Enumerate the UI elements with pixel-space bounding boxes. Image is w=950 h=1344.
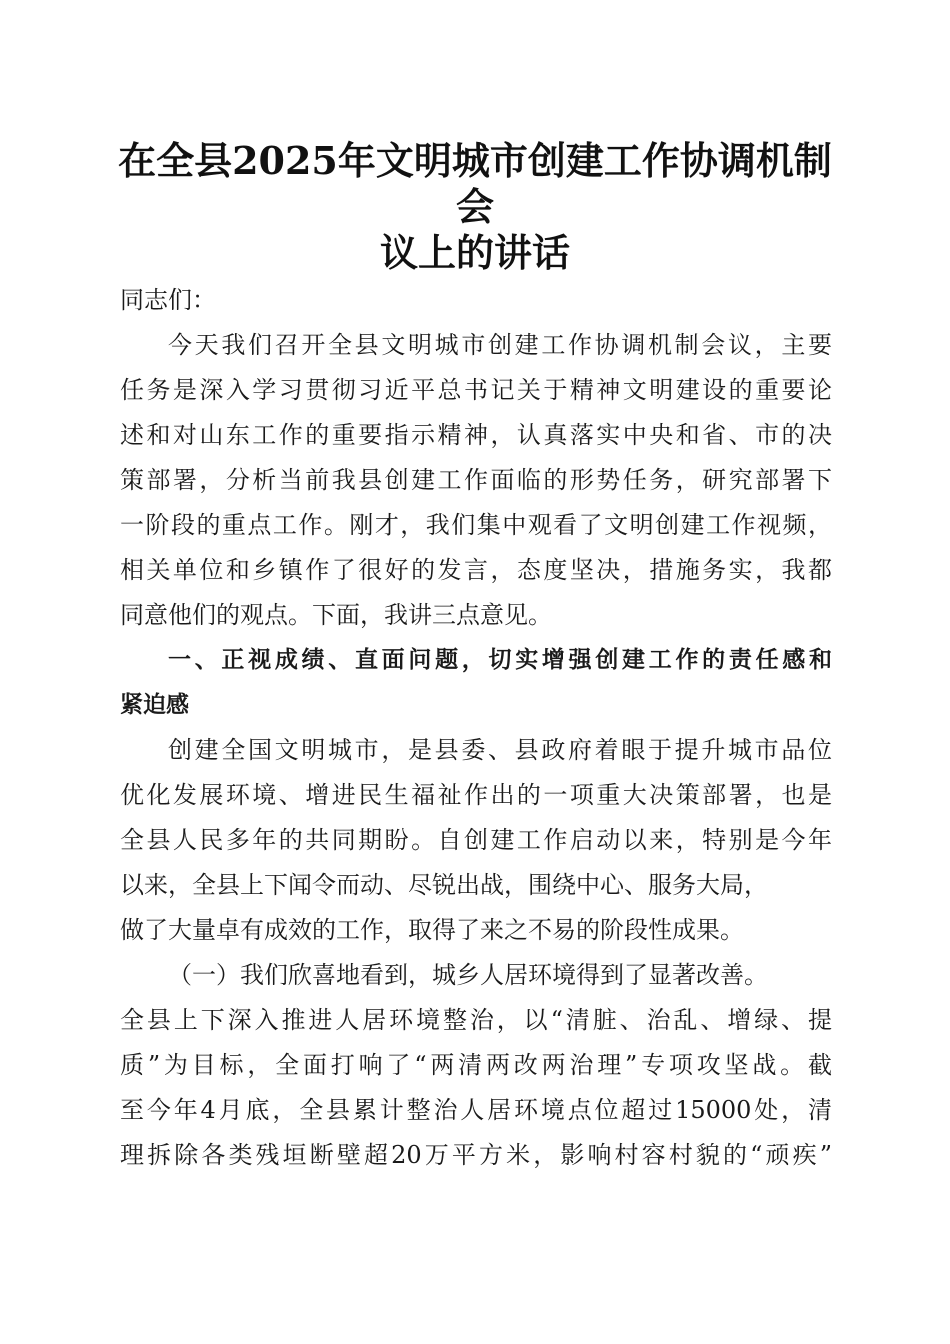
- paragraph-line: 理拆除各类残垣断壁超20万平方米，影响村容村貌的“顽疾”: [120, 1141, 832, 1169]
- paragraph-line: 全县上下深入推进人居环境整治，以“清脏、治乱、增绿、提: [120, 1006, 832, 1034]
- paragraph-line: 今天我们召开全县文明城市创建工作协调机制会议，主要: [168, 331, 832, 359]
- paragraph-line: 述和对山东工作的重要指示精神，认真落实中央和省、市的决: [120, 421, 832, 449]
- salutation: 同志们：: [120, 286, 216, 314]
- title-line-2: 议上的讲话: [379, 230, 570, 275]
- paragraph-line: 至今年4月底，全县累计整治人居环境点位超过15000处，清: [120, 1096, 832, 1124]
- document-title: [100, 138, 850, 276]
- paragraph-line: 同意他们的观点。下面，我讲三点意见。: [120, 601, 552, 629]
- paragraph-line: 以来，全县上下闻令而动、尽锐出战，围绕中心、服务大局，: [120, 871, 768, 899]
- subsection-heading-line: （一）我们欣喜地看到，城乡人居环境得到了显著改善。: [168, 961, 768, 989]
- paragraph-line: 一阶段的重点工作。刚才，我们集中观看了文明创建工作视频，: [120, 511, 832, 539]
- paragraph-line: 做了大量卓有成效的工作，取得了来之不易的阶段性成果。: [120, 916, 744, 944]
- paragraph-line: 策部署，分析当前我县创建工作面临的形势任务，研究部署下: [120, 466, 832, 494]
- paragraph-line: 优化发展环境、增进民生福祉作出的一项重大决策部署，也是: [120, 781, 832, 809]
- document-body: [120, 278, 832, 1178]
- paragraph-line: 全县人民多年的共同期盼。自创建工作启动以来，特别是今年: [120, 826, 832, 854]
- paragraph-line: 创建全国文明城市，是县委、县政府着眼于提升城市品位: [168, 736, 832, 764]
- paragraph-line: 相关单位和乡镇作了很好的发言，态度坚决，措施务实，我都: [120, 556, 832, 584]
- paragraph-line: 质”为目标，全面打响了“两清两改两治理”专项攻坚战。截: [120, 1051, 832, 1079]
- section-heading: 紧迫感: [120, 692, 189, 718]
- section-heading: 一、正视成绩、直面问题，切实增强创建工作的责任感和: [168, 647, 832, 673]
- paragraph-line: 任务是深入学习贯彻习近平总书记关于精神文明建设的重要论: [120, 376, 832, 404]
- title-line-1: 在全县2025年文明城市创建工作协调机制会: [118, 138, 832, 229]
